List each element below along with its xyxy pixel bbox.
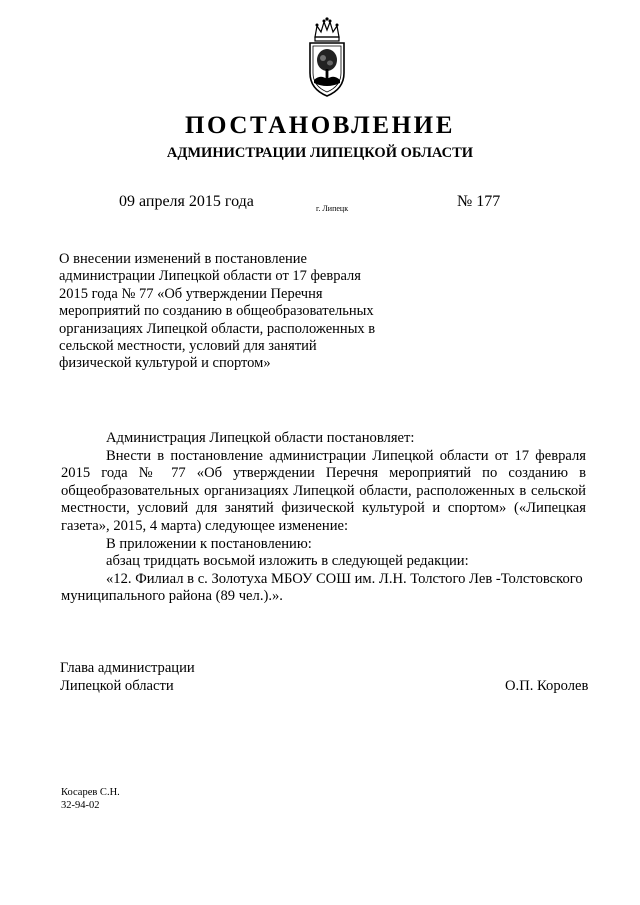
executor-info [61, 786, 120, 812]
subject-line: сельской местности, условий для занятий [59, 338, 317, 355]
document-number: № 177 [457, 193, 501, 210]
body-paragraph-line: муниципального района (89 чел.).». [61, 588, 283, 605]
document-subject [59, 251, 399, 373]
document-title: ПОСТАНОВЛЕНИЕ [184, 112, 456, 139]
signature-position-line: Глава администрации [60, 660, 195, 676]
document-date: 09 апреля 2015 года [119, 193, 254, 210]
subject-line: О внесении изменений в постановление [59, 251, 307, 267]
body-paragraph: В приложении к постановлению: [106, 535, 312, 552]
body-paragraph-line: «12. Филиал в с. Золотуха МБОУ СОШ им. Л.Н. Толстого Лев -Толстовского [106, 570, 583, 587]
body-paragraph-line: газета», 2015, 4 марта) следующее изменение: [61, 517, 349, 534]
signature-position [60, 660, 195, 695]
signature-position-line: Липецкой области [60, 677, 174, 694]
body-paragraph-line: 2015 года № 77 «Об утверждении Перечня мероприятий по созданию в [61, 465, 586, 482]
body-paragraph-line: местности, условий для занятий физической культурой и спортом» («Липецкая [61, 500, 586, 517]
document-subtitle: АДМИНИСТРАЦИИ ЛИПЕЦКОЙ ОБЛАСТИ [166, 145, 474, 161]
body-paragraph: абзац тридцать восьмой изложить в следующей редакции: [106, 553, 469, 570]
executor-name: Косарев С.Н. [61, 787, 120, 798]
body-paragraph-line: Внести в постановление администрации Липецкой области от 17 февраля [106, 447, 586, 464]
subject-line: физической культурой и спортом» [59, 355, 271, 372]
subject-line: организациях Липецкой области, расположенных в [59, 320, 376, 337]
subject-line: 2015 года № 77 «Об утверждении Перечня [59, 285, 323, 302]
subject-line: мероприятий по созданию в общеобразовательных [59, 303, 374, 320]
body-paragraph: Администрация Липецкой области постановляет: [106, 430, 415, 446]
executor-phone: 32-94-02 [61, 800, 100, 811]
signature-name: О.П. Королев [505, 678, 589, 694]
document-city: г. Липецк [316, 204, 349, 213]
body-paragraph-line: общеобразовательных организациях Липецкой области, расположенных в сельской [61, 482, 586, 499]
subject-line: администрации Липецкой области от 17 февраля [59, 268, 361, 285]
document-body [61, 430, 586, 606]
coat-of-arms-emblem [303, 17, 351, 99]
